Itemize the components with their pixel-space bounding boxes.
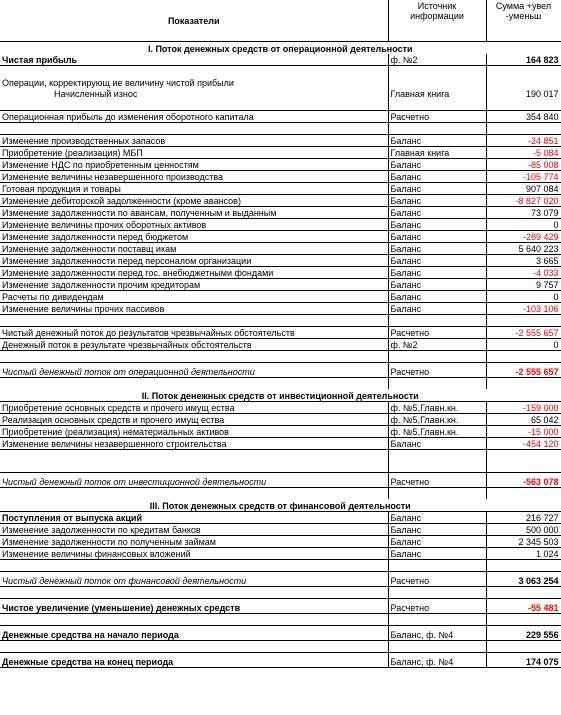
row-value: -24 851 xyxy=(486,135,561,147)
row-source: Главная книга xyxy=(388,88,486,99)
row-label: Изменение задолженности перед гос. внебюджетными фондами xyxy=(0,267,388,279)
row-label: Изменение задолженности перед бюджетом xyxy=(0,231,388,243)
blank-cell xyxy=(388,560,486,572)
table-row xyxy=(0,77,561,88)
row-label: Изменение дебиторской задолженности (кроме авансов) xyxy=(0,195,388,207)
row-value: 65 042 xyxy=(486,414,561,426)
section-title: II. Поток денежных средств от инвестиционной деятельности xyxy=(0,389,561,402)
table-row xyxy=(0,88,561,99)
table-row xyxy=(0,195,561,207)
row-label: Приобретение основных средств и прочего имущ ества xyxy=(0,402,388,414)
row-label: Поступления от выпуска акций xyxy=(0,512,388,524)
row-value: 3 665 xyxy=(486,255,561,267)
blank-cell xyxy=(388,641,486,653)
blank-cell xyxy=(486,378,561,390)
blank-cell xyxy=(388,351,486,363)
blank-cell xyxy=(486,461,561,473)
row-label: Чистый денежный поток от инвестиционной деятельности xyxy=(0,473,388,488)
blank-cell xyxy=(388,66,486,78)
blank-cell xyxy=(0,488,388,500)
row-source: Баланс xyxy=(388,512,486,524)
section-title-row xyxy=(0,42,561,55)
row-value: -2 555 657 xyxy=(486,363,561,378)
row-source: Баланс xyxy=(388,207,486,219)
row-value xyxy=(486,77,561,88)
blank-cell xyxy=(388,378,486,390)
row-label: Изменение величины прочих пассивов xyxy=(0,303,388,315)
row-source: Главная книга xyxy=(388,147,486,159)
blank-cell xyxy=(486,587,561,599)
row-value: -159 000 xyxy=(486,402,561,414)
row-source: Баланс xyxy=(388,159,486,171)
table-row xyxy=(0,626,561,641)
row-value: 3 063 254 xyxy=(486,572,561,587)
row-label: Чистая прибыль xyxy=(0,54,388,66)
blank-row xyxy=(0,123,561,135)
row-value: -289 429 xyxy=(486,231,561,243)
row-source: Расчетно xyxy=(388,572,486,587)
row-source: Баланс xyxy=(388,524,486,536)
blank-cell xyxy=(0,560,388,572)
blank-cell xyxy=(486,488,561,500)
blank-cell xyxy=(486,450,561,462)
table-row xyxy=(0,512,561,524)
row-label: Расчеты по дивидендам xyxy=(0,291,388,303)
blank-row xyxy=(0,378,561,390)
row-source: Баланс xyxy=(388,183,486,195)
table-row xyxy=(0,147,561,159)
blank-cell xyxy=(486,641,561,653)
row-source: Расчетно xyxy=(388,363,486,378)
row-label: Изменение задолженности по кредитам банков xyxy=(0,524,388,536)
blank-row xyxy=(0,450,561,462)
blank-row xyxy=(0,488,561,500)
blank-cell xyxy=(0,351,388,363)
row-label: Денежный поток в результате чрезвычайных обстоятельств xyxy=(0,339,388,351)
header-row xyxy=(0,0,561,42)
row-value: -5 084 xyxy=(486,147,561,159)
row-value: 5 640 223 xyxy=(486,243,561,255)
blank-cell xyxy=(486,123,561,135)
blank-row xyxy=(0,560,561,572)
row-value: 0 xyxy=(486,219,561,231)
row-value: -85 008 xyxy=(486,159,561,171)
table-row xyxy=(0,231,561,243)
blank-row xyxy=(0,614,561,626)
table-row xyxy=(0,54,561,66)
row-value: -15 000 xyxy=(486,426,561,438)
table-row xyxy=(0,414,561,426)
row-value: 164 823 xyxy=(486,54,561,66)
blank-cell xyxy=(0,614,388,626)
row-source: ф. №2 xyxy=(388,54,486,66)
table-row xyxy=(0,339,561,351)
row-label: Изменение величины незавершенного производства xyxy=(0,171,388,183)
row-value: -55 481 xyxy=(486,599,561,614)
blank-cell xyxy=(486,351,561,363)
row-source: Баланс xyxy=(388,291,486,303)
blank-cell xyxy=(388,614,486,626)
blank-cell xyxy=(0,66,388,78)
row-label: Начисленный износ xyxy=(54,89,138,99)
blank-row xyxy=(0,99,561,111)
row-source: Баланс xyxy=(388,267,486,279)
row-label: Чистый денежный поток до результатов чрезвычайных обстоятельств xyxy=(0,327,388,339)
row-value: 190 017 xyxy=(486,88,561,99)
row-value: -2 555 657 xyxy=(486,327,561,339)
blank-cell xyxy=(388,99,486,111)
row-value: -4 033 xyxy=(486,267,561,279)
row-label: Денежные средства на конец периода xyxy=(0,653,388,668)
row-source: Баланс xyxy=(388,303,486,315)
row-value: 1 024 xyxy=(486,548,561,560)
row-value: 354 840 xyxy=(486,111,561,123)
table-row xyxy=(0,135,561,147)
row-label: Чистый денежный поток от операционной деятельности xyxy=(0,363,388,378)
blank-row xyxy=(0,66,561,78)
blank-cell xyxy=(0,99,388,111)
row-label: Изменение величины прочих оборотных активов xyxy=(0,219,388,231)
row-value: -103 106 xyxy=(486,303,561,315)
table-row xyxy=(0,243,561,255)
table-row xyxy=(0,303,561,315)
blank-cell xyxy=(486,560,561,572)
blank-cell xyxy=(0,450,388,462)
row-source: Баланс xyxy=(388,171,486,183)
blank-cell xyxy=(486,66,561,78)
blank-row xyxy=(0,351,561,363)
blank-row xyxy=(0,587,561,599)
blank-cell xyxy=(388,488,486,500)
row-value: -105 774 xyxy=(486,171,561,183)
table-row xyxy=(0,653,561,668)
table-row xyxy=(0,438,561,450)
table-row xyxy=(0,572,561,587)
row-label: Изменение производственных запасов xyxy=(0,135,388,147)
row-value: 907 084 xyxy=(486,183,561,195)
row-source: ф. №2 xyxy=(388,339,486,351)
blank-cell xyxy=(0,641,388,653)
row-value: -454 120 xyxy=(486,438,561,450)
table-row xyxy=(0,536,561,548)
table-row xyxy=(0,183,561,195)
blank-cell xyxy=(388,461,486,473)
blank-row xyxy=(0,315,561,327)
blank-cell xyxy=(388,315,486,327)
row-label: Изменение величины финансовых вложений xyxy=(0,548,388,560)
row-source: Расчетно xyxy=(388,599,486,614)
row-label: Изменение величины незавершенного строительства xyxy=(0,438,388,450)
blank-cell xyxy=(0,461,388,473)
table-row xyxy=(0,402,561,414)
header-source: Источник информации xyxy=(388,0,486,42)
row-source: Баланс xyxy=(388,135,486,147)
row-source: ф. №5,Главн.кн. xyxy=(388,402,486,414)
blank-cell xyxy=(0,587,388,599)
table-row xyxy=(0,219,561,231)
table-row xyxy=(0,473,561,488)
row-source xyxy=(388,77,486,88)
row-source: Баланс xyxy=(388,243,486,255)
row-source: Расчетно xyxy=(388,111,486,123)
row-source: Баланс xyxy=(388,438,486,450)
row-label: Операции, корректирующ ие величину чистой прибыли xyxy=(2,78,234,88)
table-row xyxy=(0,159,561,171)
row-label: Изменение задолженности по авансам, полученным и выданным xyxy=(0,207,388,219)
row-value: 9 757 xyxy=(486,279,561,291)
section-title-row xyxy=(0,389,561,402)
row-value: 216 727 xyxy=(486,512,561,524)
row-source: Баланс xyxy=(388,279,486,291)
table-row xyxy=(0,363,561,378)
row-label: Изменение задолженности поставщ икам xyxy=(0,243,388,255)
row-source: Баланс, ф. №4 xyxy=(388,626,486,641)
table-row xyxy=(0,426,561,438)
row-source: Баланс xyxy=(388,255,486,267)
table-row xyxy=(0,279,561,291)
blank-cell xyxy=(388,587,486,599)
table-row xyxy=(0,327,561,339)
table-row xyxy=(0,255,561,267)
blank-row xyxy=(0,461,561,473)
row-source: Баланс xyxy=(388,195,486,207)
row-source: Баланс xyxy=(388,219,486,231)
row-label: Денежные средства на начало периода xyxy=(0,626,388,641)
row-label: Готовая продукция и товары xyxy=(0,183,388,195)
blank-cell xyxy=(486,99,561,111)
row-label: Приобретение (реализация) нематериальных активов xyxy=(0,426,388,438)
row-source: Баланс, ф. №4 xyxy=(388,653,486,668)
row-label: Операционная прибыль до изменения оборотного капитала xyxy=(0,111,388,123)
row-source: ф. №5,Главн.кн. xyxy=(388,414,486,426)
section-title-row xyxy=(0,499,561,512)
table-row xyxy=(0,599,561,614)
table-row xyxy=(0,548,561,560)
row-source: Баланс xyxy=(388,548,486,560)
row-source: Расчетно xyxy=(388,327,486,339)
blank-cell xyxy=(486,315,561,327)
header-indicators: Показатели xyxy=(0,0,388,42)
table-row xyxy=(0,524,561,536)
blank-cell xyxy=(0,378,388,390)
row-value: 500 000 xyxy=(486,524,561,536)
row-label: Изменение задолженности перед персоналом организации xyxy=(0,255,388,267)
row-label: Реализация основных средств и прочего имущ ества xyxy=(0,414,388,426)
row-label: Изменение задолженности по полученным займам xyxy=(0,536,388,548)
row-label: Чистый денежный поток от финансовой деятельности xyxy=(0,572,388,587)
row-label: Приобретение (реализация) МБП xyxy=(0,147,388,159)
blank-row xyxy=(0,641,561,653)
row-value: 174 075 xyxy=(486,653,561,668)
section-title: III. Поток денежных средств от финансовой деятельности xyxy=(0,499,561,512)
row-label: Изменение задолженности прочим кредиторам xyxy=(0,279,388,291)
table-row xyxy=(0,171,561,183)
row-label: Изменение НДС по приобретенным ценностям xyxy=(0,159,388,171)
row-source: Расчетно xyxy=(388,473,486,488)
blank-cell xyxy=(388,123,486,135)
row-value: 73 079 xyxy=(486,207,561,219)
blank-cell xyxy=(0,315,388,327)
row-value: 2 345 503 xyxy=(486,536,561,548)
blank-cell xyxy=(486,614,561,626)
row-value: 0 xyxy=(486,291,561,303)
row-value: 229 556 xyxy=(486,626,561,641)
row-source: Баланс xyxy=(388,536,486,548)
row-value: -8 827 020 xyxy=(486,195,561,207)
row-source: Баланс xyxy=(388,231,486,243)
row-source: ф. №5,Главн.кн. xyxy=(388,426,486,438)
row-value: -563 078 xyxy=(486,473,561,488)
blank-cell xyxy=(388,450,486,462)
table-row xyxy=(0,267,561,279)
table-row xyxy=(0,207,561,219)
table-row xyxy=(0,111,561,123)
header-amount: Сумма +увел -уменьш xyxy=(486,0,561,42)
row-value: 0 xyxy=(486,339,561,351)
row-label: Чистое увеличение (уменьшение) денежных средств xyxy=(0,599,388,614)
table-row xyxy=(0,291,561,303)
blank-cell xyxy=(0,123,388,135)
section-title: I. Поток денежных средств от операционной деятельности xyxy=(0,42,561,55)
